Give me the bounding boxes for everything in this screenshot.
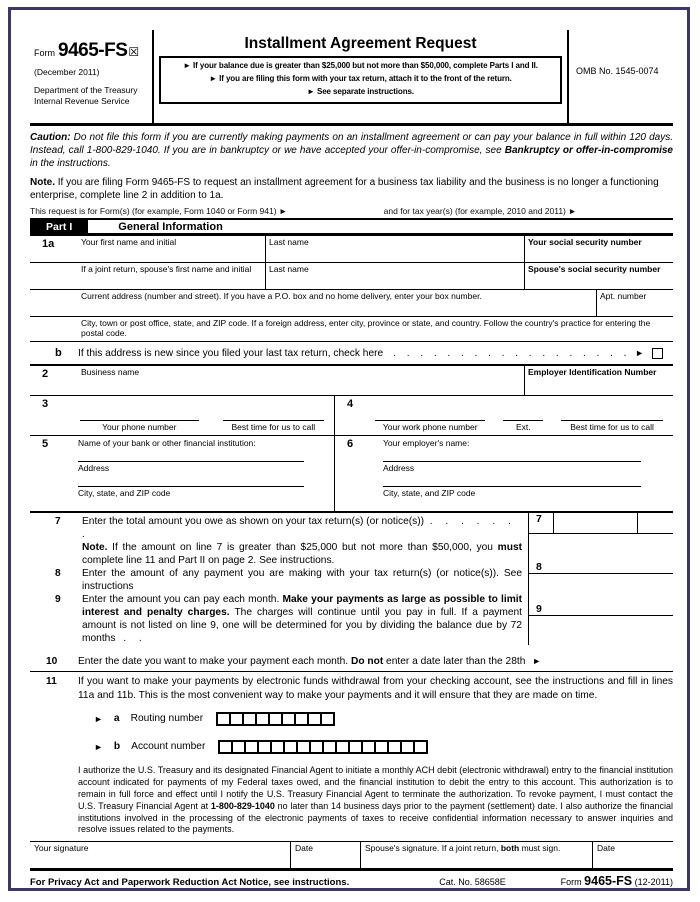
employer-city-field[interactable] xyxy=(383,486,641,498)
checkbox-glyph-icon: ☒ xyxy=(128,45,140,59)
line-1b-text: If this address is new since you filed your last tax return, check here xyxy=(78,347,384,359)
ext-label: Ext. xyxy=(515,422,531,432)
work-best-time-field[interactable] xyxy=(561,420,663,432)
line-7-note-row xyxy=(55,541,528,567)
line-4-number: 4 xyxy=(347,398,354,410)
line-11-text: If you want to make your payments by electronic funds withdrawal from your checking account, see the instructions and fill in lines 11a and 11b. This is the most convenient way to make your payments and it will ensure that they are made on time. xyxy=(78,676,673,701)
line-9-text: Enter the amount you can pay each month. Make your payments as large as possible to limit interest and penalty charges. The charges will continue until you pay in full. If a payment amount is not listed on line 9, one will be determined for you by dividing the balance due by 72 months . . xyxy=(82,594,522,644)
line-1b-dot-leader: . . . . . . . . . . . . . . . . . . xyxy=(393,347,631,359)
signature-row xyxy=(30,841,673,871)
spouse-first-name-field[interactable] xyxy=(78,263,265,289)
new-address-checkbox[interactable] xyxy=(652,348,663,359)
form-header xyxy=(30,30,673,126)
spouse-last-name-label: Last name xyxy=(269,264,309,274)
line-11-number: 11 xyxy=(46,676,57,687)
caution-paragraph xyxy=(30,131,673,170)
row-spouse-name xyxy=(30,263,673,290)
street-address-label: Current address (number and street). If you have a P.O. box and no home delivery, enter your box number. xyxy=(81,291,482,301)
first-name-field[interactable] xyxy=(78,236,265,262)
form-number: 9465-FS xyxy=(58,40,128,61)
ein-field[interactable] xyxy=(524,366,673,395)
line-5-number: 5 xyxy=(42,438,49,450)
omb-number: OMB No. 1545-0074 xyxy=(576,66,659,76)
line-6-content xyxy=(335,436,673,498)
line-7-cents-field[interactable] xyxy=(637,513,673,533)
form-id-block xyxy=(30,30,154,123)
account-number-boxes xyxy=(218,740,426,754)
bullet-line-3: ► See separate instructions. xyxy=(307,86,414,96)
line-11a-letter: a xyxy=(113,713,120,724)
line-7-dot-leader: . . . . . . . xyxy=(82,516,516,540)
last-name-label: Last name xyxy=(269,237,309,247)
line-1b-arrow-icon: ► xyxy=(635,348,644,358)
line-5-content xyxy=(30,436,334,498)
row-2-business xyxy=(30,366,673,396)
ssn-label: Your social security number xyxy=(528,237,642,247)
street-address-field[interactable] xyxy=(78,290,596,316)
line-11a-row xyxy=(90,709,673,728)
line-6-cell xyxy=(335,436,673,511)
line-9-number: 9 xyxy=(55,594,61,605)
bank-city-field[interactable] xyxy=(78,486,304,498)
best-time-field[interactable] xyxy=(223,420,324,432)
spouse-date-label: Date xyxy=(597,843,615,854)
part1-bar xyxy=(30,220,673,236)
line-10-entry[interactable] xyxy=(545,656,673,667)
signature-date-label: Date xyxy=(295,843,313,854)
footer-form-number: 9465-FS xyxy=(584,874,633,889)
amount-row-9 xyxy=(529,574,673,616)
your-signature-label: Your signature xyxy=(34,843,89,854)
line-8-text: Enter the amount of any payment you are making with your tax return(s) (or notice(s)). See instructions xyxy=(82,568,522,592)
bank-city-label: City, state, and ZIP code xyxy=(78,488,171,498)
lines-7-9-section xyxy=(30,513,673,645)
bank-address-field[interactable] xyxy=(78,461,304,473)
footer-form-id: Form 9465-FS (12-2011) xyxy=(560,874,673,889)
line-10-row xyxy=(30,656,673,672)
agency-line-2: Internal Revenue Service xyxy=(34,96,130,106)
bank-name-label: Name of your bank or other financial institution: xyxy=(78,438,256,448)
request-line xyxy=(30,206,673,220)
form-title-block xyxy=(154,30,567,123)
business-name-field[interactable] xyxy=(78,366,524,395)
apt-number-label: Apt. number xyxy=(600,291,647,301)
amount-row-8 xyxy=(529,534,673,574)
employer-address-field[interactable] xyxy=(383,461,641,473)
city-state-zip-field[interactable] xyxy=(78,317,673,341)
line-10-text: Enter the date you want to make your payment each month. Do not enter a date later than the 28th ► xyxy=(78,656,542,667)
line-2-number: 2 xyxy=(42,368,49,380)
request-forms-label: This request is for Form(s) (for example, Form 1040 or Form 941) ► xyxy=(30,206,288,216)
first-name-label: Your first name and initial xyxy=(81,237,177,247)
line-4-cell xyxy=(335,396,673,435)
line-4-blanks xyxy=(335,420,673,432)
amount-7-number: 7 xyxy=(536,513,542,525)
catalog-number: Cat. No. 58658E xyxy=(439,877,506,888)
line-1a-number: 1a xyxy=(42,238,55,250)
line-10-arrow-icon: ► xyxy=(532,656,542,666)
line-7-row xyxy=(55,515,528,541)
bank-address-label: Address xyxy=(78,463,110,473)
spouse-date-field[interactable] xyxy=(592,842,673,868)
city-state-zip-label: City, town or post office, state, and ZIP code. If a foreign address, enter city, province or state, and country. Follow the country's practice for entering the postal code. xyxy=(81,318,651,339)
digit-box[interactable] xyxy=(413,740,428,754)
line-3-cell xyxy=(30,396,335,435)
address-row-number xyxy=(30,290,78,316)
form-number-row xyxy=(34,39,150,63)
spouse-row-number xyxy=(30,263,78,289)
form-word: Form xyxy=(34,48,55,58)
line-11-row xyxy=(30,675,673,702)
ach-authorization-paragraph: I authorize the U.S. Treasury and its designated Financial Agent to initiate a monthly ACH debit (electronic withdrawal) entry to the financial institution account indicated for payments of my Federal taxes owed, and the financial institution to debit the entry to this account. This authorization is to remain in full force and effect until I notify the U.S. Treasury Financial Agent to terminate the authorization. To revoke payment, I must contact the U.S. Treasury Financial Agent at 1-800-829-1040 no later than 14 business days prior to the payment (settlement) date. I also authorize the financial institutions involved in the processing of the electronic payments of taxes to receive confidential information necessary to answer inquiries and resolve issues related to the payments. xyxy=(78,765,673,835)
part1-title: General Information xyxy=(118,221,223,233)
line-1b-number: b xyxy=(55,347,62,359)
caution-tail: in the instructions. xyxy=(30,158,111,169)
agency-line-1: Department of the Treasury xyxy=(34,85,138,96)
apt-number-field[interactable] xyxy=(596,290,673,316)
spouse-last-name-field[interactable] xyxy=(265,263,524,289)
employer-name-label: Your employer's name: xyxy=(383,438,470,448)
line-7-text: Enter the total amount you owe as shown on your tax return(s) (or notice(s)) . . . . . . . xyxy=(82,516,516,540)
omb-block xyxy=(567,30,673,123)
authorization-phone: 1-800-829-1040 xyxy=(210,800,275,811)
row-5-6-bank-employer xyxy=(30,436,673,513)
your-signature-field[interactable] xyxy=(30,842,290,868)
ein-label: Employer Identification Number xyxy=(528,367,657,377)
form-9465-fs xyxy=(30,30,673,888)
bullet-line-2: ► If you are filing this form with your tax return, attach it to the front of the return. xyxy=(209,73,512,83)
bullet-line-1: ► If your balance due is greater than $25,000 but not more than $50,000, complete Parts I and II. xyxy=(183,61,538,70)
line-6-number: 6 xyxy=(347,438,354,450)
work-phone-label: Your work phone number xyxy=(382,422,478,432)
row-city xyxy=(30,317,673,342)
last-name-field[interactable] xyxy=(265,236,524,262)
line-8-number: 8 xyxy=(55,568,61,579)
form-title: Installment Agreement Request xyxy=(244,35,477,52)
row-3-4-phones xyxy=(30,396,673,436)
work-best-time-label: Best time for us to call xyxy=(570,422,654,432)
row-address xyxy=(30,290,673,317)
lines-7-9-text xyxy=(30,513,528,645)
row-1b xyxy=(30,342,673,366)
amount-9-number: 9 xyxy=(536,603,542,615)
form-instructions-box xyxy=(159,56,562,104)
row-1a-name xyxy=(30,236,673,263)
request-years-label: and for tax year(s) (for example, 2010 and 2011) ► xyxy=(383,206,577,216)
line-11b-row xyxy=(90,737,673,756)
form-revision: (December 2011) xyxy=(34,66,100,77)
routing-number-label: Routing number xyxy=(130,713,204,724)
caution-bold: Bankruptcy or offer-in-compromise xyxy=(504,145,673,156)
form-footer xyxy=(30,874,673,888)
spouse-ssn-field[interactable] xyxy=(524,263,673,289)
ext-field[interactable] xyxy=(503,420,543,432)
routing-number-boxes xyxy=(216,712,333,726)
amount-row-7 xyxy=(529,513,673,534)
amount-8-number: 8 xyxy=(536,561,542,573)
note-text: If you are filing Form 9465-FS to request an installment agreement for a business tax liability and the business is no longer a functioning enterprise, complete line 2 in addition to 1a. xyxy=(30,177,659,201)
best-time-label: Best time for us to call xyxy=(231,422,316,432)
spouse-ssn-label: Spouse's social security number xyxy=(528,264,661,274)
line-11b-letter: b xyxy=(113,741,121,752)
line-5-cell xyxy=(30,436,335,511)
line-7-amount-field[interactable] xyxy=(553,513,637,533)
account-number-label: Account number xyxy=(131,741,206,752)
note-paragraph xyxy=(30,176,673,202)
line-11b-arrow-icon: ► xyxy=(94,741,103,752)
line-7-note-text: Note. If the amount on line 7 is greater than $25,000 but not more than $50,000, you must complete line 11 and Part II on page 2. See instructions. xyxy=(82,542,522,566)
line-7-number: 7 xyxy=(55,516,61,527)
part1-label: Part I xyxy=(30,220,88,233)
line-3-number: 3 xyxy=(42,398,49,410)
amount-table xyxy=(528,513,673,645)
ssn-field[interactable] xyxy=(524,236,673,262)
home-phone-label: Your phone number xyxy=(102,422,177,432)
business-name-label: Business name xyxy=(81,367,140,377)
city-row-number xyxy=(30,317,78,341)
line-10-number: 10 xyxy=(46,656,58,667)
work-phone-field[interactable] xyxy=(375,420,485,432)
note-label: Note. xyxy=(30,177,55,188)
spouse-first-name-label: If a joint return, spouse's first name and initial xyxy=(81,264,252,274)
home-phone-field[interactable] xyxy=(80,420,199,432)
employer-address-label: Address xyxy=(383,463,415,473)
spouse-signature-field[interactable] xyxy=(360,842,592,868)
caution-label: Caution: xyxy=(30,132,71,143)
line-3-blanks xyxy=(30,420,334,432)
line-9-row xyxy=(55,593,528,645)
line-7-note-indent xyxy=(55,541,82,567)
line-11a-arrow-icon: ► xyxy=(94,713,103,724)
digit-box[interactable] xyxy=(320,712,335,726)
signature-date-field[interactable] xyxy=(290,842,360,868)
spouse-signature-label: Spouse's signature. If a joint return, both must sign. xyxy=(365,843,561,854)
line-9-dot-leader: . . xyxy=(115,633,147,644)
caution-text: Do not file this form if you are currently making payments on an installment agreement or can pay your balance in full within 120 days. Instead, call 1-800-829-1040. If you are in bankruptcy or we have accepted your offer-in-compromise, see xyxy=(30,132,673,156)
line-8-row xyxy=(55,567,528,593)
privacy-act-notice: For Privacy Act and Paperwork Reduction Act Notice, see instructions. xyxy=(30,877,350,889)
employer-city-label: City, state, and ZIP code xyxy=(383,488,476,498)
